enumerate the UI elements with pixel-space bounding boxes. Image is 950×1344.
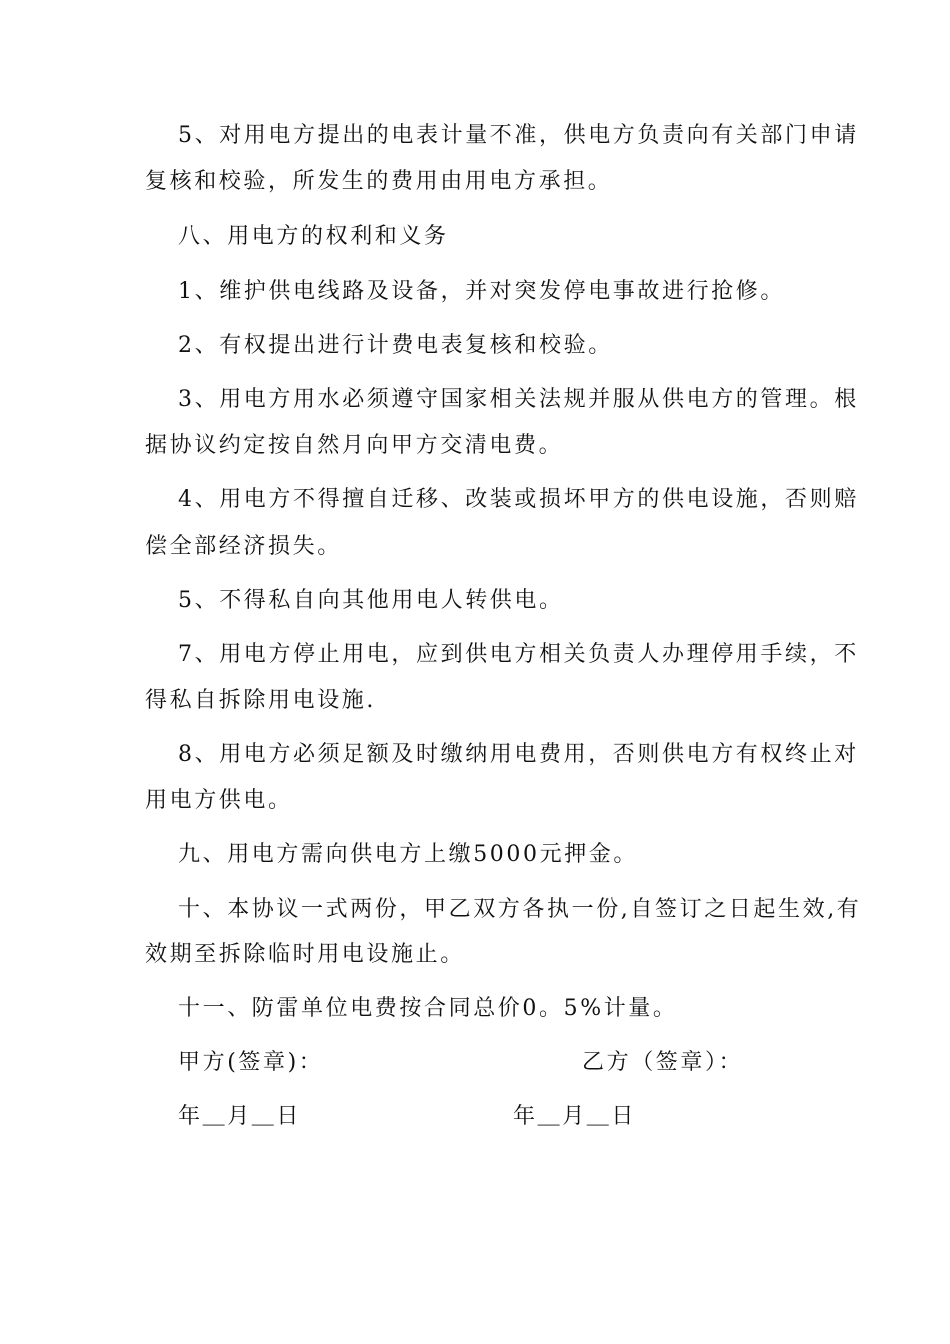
clause-5: 5、不得私自向其他用电人转供电。 xyxy=(178,588,564,613)
clause-4-line-2: 偿全部经济损失。 xyxy=(145,534,342,559)
section-10-line-2: 效期至拆除临时用电设施止。 xyxy=(145,942,465,967)
clause-3-line-2: 据协议约定按自然月向甲方交清电费。 xyxy=(145,433,564,458)
party-a-date: 年＿月＿日 xyxy=(178,1104,302,1129)
clause-8-line-1: 8、用电方必须足额及时缴纳用电费用，否则供电方有权终止对 xyxy=(178,742,859,767)
clause-4-line-1: 4、用电方不得擅自迁移、改装或损坏甲方的供电设施，否则赔 xyxy=(178,487,859,512)
clause-7-line-1: 7、用电方停止用电，应到供电方相关负责人办理停用手续，不 xyxy=(178,642,859,667)
clause-7-line-2: 得私自拆除用电设施. xyxy=(145,688,376,713)
party-b-signature-label: 乙方（签章）： xyxy=(582,1050,744,1075)
clause-8-line-2: 用电方供电。 xyxy=(145,788,293,813)
section-heading-8: 八、用电方的权利和义务 xyxy=(178,224,449,249)
section-11: 十一、防雷单位电费按合同总价0。5%计量。 xyxy=(178,996,678,1021)
section-10-line-1: 十、本协议一式两份，甲乙双方各执一份,自签订之日起生效,有 xyxy=(178,897,862,922)
clause-3-line-1: 3、用电方用水必须遵守国家相关法规并服从供电方的管理。根 xyxy=(178,387,859,412)
party-b-date: 年＿月＿日 xyxy=(513,1104,637,1129)
clause-8-5-line-1: 5、对用电方提出的电表计量不准，供电方负责向有关部门申请 xyxy=(178,123,859,148)
section-9: 九、用电方需向供电方上缴5000元押金。 xyxy=(178,842,638,867)
clause-1: 1、维护供电线路及设备，并对突发停电事故进行抢修。 xyxy=(178,279,785,304)
party-a-signature-label: 甲方(签章)： xyxy=(178,1050,324,1075)
clause-8-5-line-2: 复核和校验，所发生的费用由用电方承担。 xyxy=(145,169,613,194)
clause-2: 2、有权提出进行计费电表复核和校验。 xyxy=(178,333,613,358)
